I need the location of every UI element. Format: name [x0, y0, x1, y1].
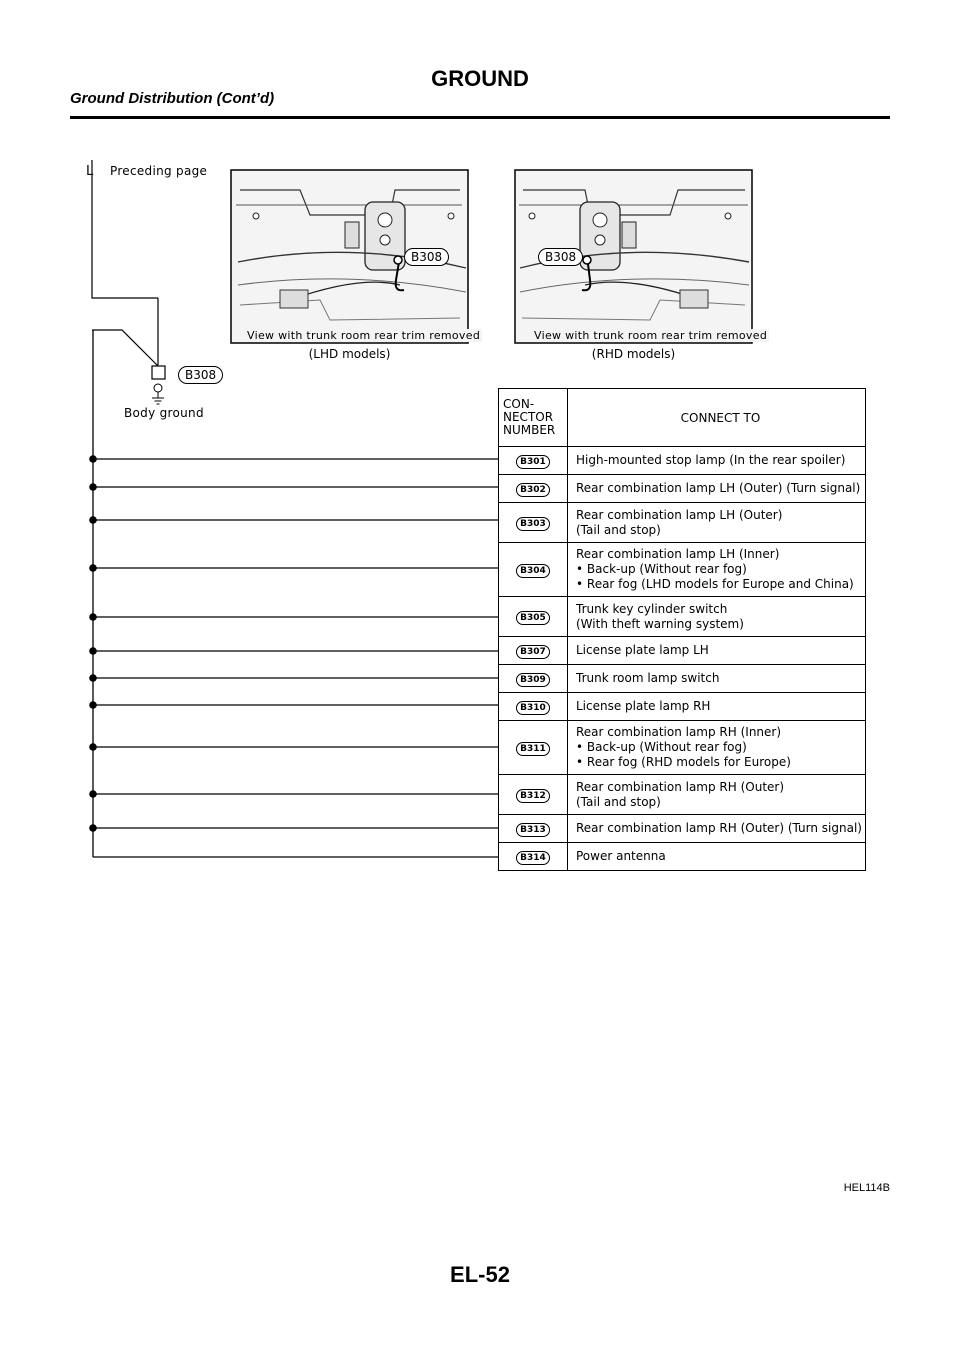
connector-table [498, 388, 866, 871]
connect-to-line: • Back-up (Without rear fog) [576, 562, 747, 576]
splice-dot [89, 564, 97, 572]
splice-dot [89, 790, 97, 798]
connect-to-cell [568, 475, 866, 503]
connect-to-line: (With theft warning system) [576, 616, 744, 631]
table-header-row [499, 389, 866, 447]
ground-lead-wire [92, 330, 160, 368]
connector-number-cell [499, 637, 568, 665]
connector-badge: B303 [516, 517, 550, 531]
splice-dot [89, 743, 97, 751]
connect-to-cell [568, 447, 866, 475]
preceding-page-label: Preceding page [110, 164, 208, 178]
connector-badge: B312 [516, 789, 550, 803]
lhd-photo-inset-label: View with trunk room rear trim removed [247, 329, 481, 342]
lhd-photo-caption: (LHD models) [308, 347, 391, 361]
connector-number-cell [499, 503, 568, 543]
connector-badge: B307 [516, 645, 550, 659]
connector-number-cell [499, 693, 568, 721]
rhd-photo-inset-label: View with trunk room rear trim removed [534, 329, 768, 342]
splice-dot [89, 824, 97, 832]
table-row [499, 637, 866, 665]
ground-eyelet-icon [154, 384, 162, 392]
connector-number-cell [499, 843, 568, 871]
table-row [499, 447, 866, 475]
connect-to-line: Rear combination lamp LH (Outer) (Turn signal) [576, 481, 861, 495]
connector-number-cell [499, 597, 568, 637]
rhd-photo-connector-label: B308 [538, 248, 583, 266]
rhd-photo-caption: (RHD models) [591, 347, 676, 361]
connector-badge: B310 [516, 701, 550, 715]
connector-badge: B305 [516, 611, 550, 625]
page-subtitle: Ground Distribution (Cont’d) [70, 90, 275, 107]
connector-badge: B313 [516, 823, 550, 837]
connect-to-cell [568, 543, 866, 597]
splice-dot [89, 516, 97, 524]
connect-to-cell [568, 503, 866, 543]
connect-to-line: (Tail and stop) [576, 522, 661, 537]
ground-connector-label: B308 [178, 366, 223, 384]
connect-to-line: License plate lamp RH [576, 699, 711, 713]
connector-badge: B314 [516, 851, 550, 865]
table-row [499, 665, 866, 693]
connect-to-line: Rear combination lamp RH (Inner) [576, 725, 782, 739]
connect-to-cell [568, 843, 866, 871]
table-row [499, 597, 866, 637]
connect-to-cell [568, 597, 866, 637]
page-number: EL-52 [450, 1262, 510, 1287]
connector-number-cell [499, 815, 568, 843]
table-row [499, 721, 866, 775]
connector-number-header: CON- NECTOR NUMBER [499, 389, 568, 447]
table-row [499, 775, 866, 815]
connect-to-cell [568, 815, 866, 843]
splice-dot [89, 455, 97, 463]
connector-badge: B302 [516, 483, 550, 497]
connector-number-cell [499, 721, 568, 775]
ground-connector-box [152, 366, 165, 379]
splice-dot [89, 647, 97, 655]
connector-badge: B304 [516, 564, 550, 578]
splice-dot [89, 613, 97, 621]
connector-badge: B301 [516, 455, 550, 469]
lhd-photo-connector-label: B308 [404, 248, 449, 266]
splice-dot [89, 483, 97, 491]
connect-to-line: • Rear fog (LHD models for Europe and China) [576, 577, 854, 591]
connect-to-line: • Rear fog (RHD models for Europe) [576, 755, 791, 769]
table-row [499, 543, 866, 597]
connect-to-line: Power antenna [576, 849, 666, 863]
connector-badge: B309 [516, 673, 550, 687]
connect-to-line: (Tail and stop) [576, 794, 661, 809]
connect-to-line: Rear combination lamp RH (Outer) (Turn signal) [576, 821, 862, 835]
connector-badge: B311 [516, 742, 550, 756]
connect-to-cell [568, 665, 866, 693]
connector-number-cell [499, 475, 568, 503]
connect-to-line: Rear combination lamp LH (Outer) [576, 507, 783, 522]
connector-number-cell [499, 775, 568, 815]
table-row [499, 843, 866, 871]
connect-to-header: CONNECT TO [568, 389, 866, 447]
connect-to-line: License plate lamp LH [576, 643, 709, 657]
branch-lines [89, 455, 498, 832]
connector-number-cell [499, 665, 568, 693]
connect-to-cell [568, 721, 866, 775]
connect-to-cell [568, 637, 866, 665]
splice-dot [89, 674, 97, 682]
connect-to-line: Rear combination lamp LH (Inner) [576, 547, 780, 561]
connector-number-cell [499, 447, 568, 475]
connector-number-cell [499, 543, 568, 597]
connect-to-cell [568, 775, 866, 815]
connect-to-line: Trunk room lamp switch [576, 671, 720, 685]
table-row [499, 503, 866, 543]
table-row [499, 693, 866, 721]
table-row [499, 815, 866, 843]
connect-to-line: Trunk key cylinder switch [576, 601, 728, 616]
splice-dot [89, 701, 97, 709]
connect-to-cell [568, 693, 866, 721]
table-row [499, 475, 866, 503]
connect-to-line: • Back-up (Without rear fog) [576, 740, 747, 754]
connect-to-line: Rear combination lamp RH (Outer) [576, 779, 785, 794]
page-title: GROUND [431, 66, 529, 91]
preceding-page-wire [92, 160, 158, 298]
figure-code: HEL114B [843, 1182, 890, 1194]
connect-to-line: High-mounted stop lamp (In the rear spoiler) [576, 453, 846, 467]
preceding-page-mark: L [86, 164, 94, 179]
body-ground-label: Body ground [124, 406, 204, 420]
